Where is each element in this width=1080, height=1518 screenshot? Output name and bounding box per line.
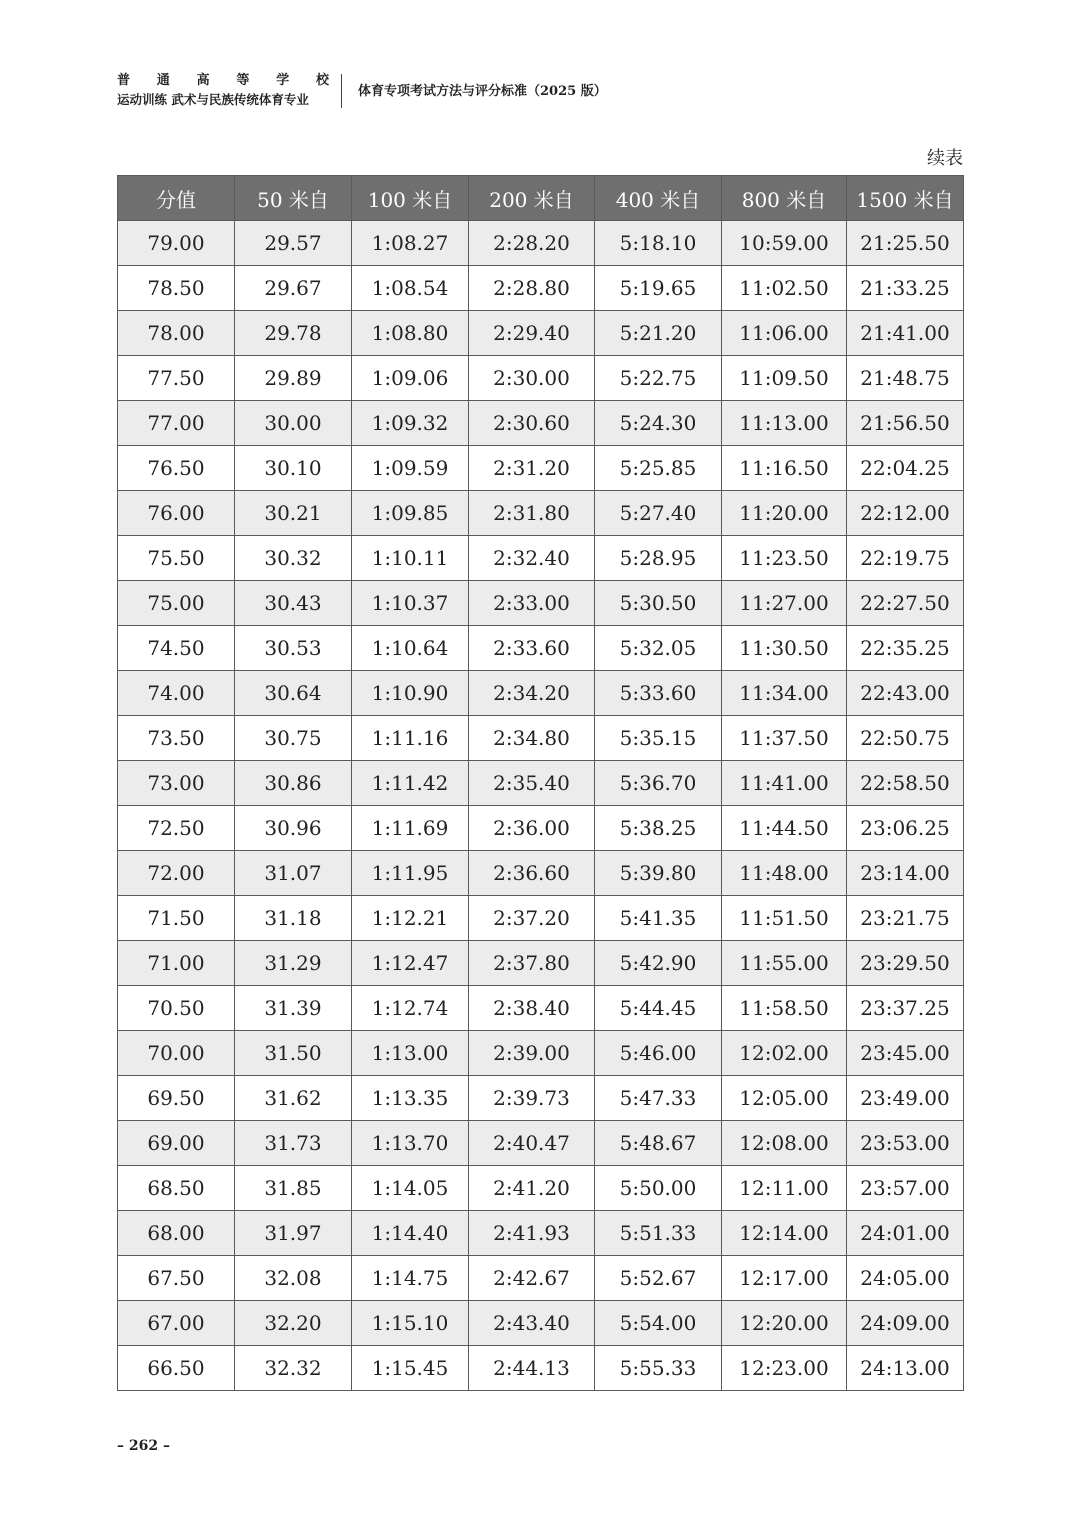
time-cell: 12:08.00 xyxy=(722,1121,847,1166)
time-cell: 2:30.00 xyxy=(469,356,595,401)
time-cell: 22:19.75 xyxy=(847,536,964,581)
time-cell: 5:28.95 xyxy=(595,536,722,581)
time-cell: 2:32.40 xyxy=(469,536,595,581)
score-cell: 70.50 xyxy=(118,986,235,1031)
time-cell: 1:14.05 xyxy=(352,1166,469,1211)
time-cell: 5:25.85 xyxy=(595,446,722,491)
time-cell: 1:10.11 xyxy=(352,536,469,581)
time-cell: 23:49.00 xyxy=(847,1076,964,1121)
table-row xyxy=(118,626,964,671)
table-header-row xyxy=(118,176,964,221)
time-cell: 2:35.40 xyxy=(469,761,595,806)
time-cell: 31.18 xyxy=(235,896,352,941)
time-cell: 21:25.50 xyxy=(847,221,964,266)
time-cell: 5:38.25 xyxy=(595,806,722,851)
time-cell: 2:37.80 xyxy=(469,941,595,986)
time-cell: 5:32.05 xyxy=(595,626,722,671)
time-cell: 5:30.50 xyxy=(595,581,722,626)
time-cell: 1:11.69 xyxy=(352,806,469,851)
time-cell: 11:13.00 xyxy=(722,401,847,446)
table-row xyxy=(118,716,964,761)
score-cell: 73.00 xyxy=(118,761,235,806)
time-cell: 1:13.00 xyxy=(352,1031,469,1076)
time-cell: 2:44.13 xyxy=(469,1346,595,1391)
time-cell: 23:57.00 xyxy=(847,1166,964,1211)
time-cell: 5:47.33 xyxy=(595,1076,722,1121)
table-row xyxy=(118,1076,964,1121)
time-cell: 2:28.80 xyxy=(469,266,595,311)
time-cell: 5:48.67 xyxy=(595,1121,722,1166)
table-row xyxy=(118,356,964,401)
time-cell: 2:33.60 xyxy=(469,626,595,671)
time-cell: 2:39.00 xyxy=(469,1031,595,1076)
time-cell: 2:33.00 xyxy=(469,581,595,626)
header-char: 通 xyxy=(156,73,170,88)
time-cell: 1:08.54 xyxy=(352,266,469,311)
score-cell: 67.00 xyxy=(118,1301,235,1346)
time-cell: 2:43.40 xyxy=(469,1301,595,1346)
time-cell: 32.20 xyxy=(235,1301,352,1346)
time-cell: 5:22.75 xyxy=(595,356,722,401)
time-cell: 11:09.50 xyxy=(722,356,847,401)
table-row xyxy=(118,1031,964,1076)
time-cell: 5:51.33 xyxy=(595,1211,722,1256)
time-cell: 31.73 xyxy=(235,1121,352,1166)
time-cell: 2:42.67 xyxy=(469,1256,595,1301)
time-cell: 1:12.47 xyxy=(352,941,469,986)
time-cell: 5:36.70 xyxy=(595,761,722,806)
time-cell: 5:39.80 xyxy=(595,851,722,896)
time-cell: 11:23.50 xyxy=(722,536,847,581)
header-char: 普 xyxy=(117,73,131,88)
time-cell: 30.75 xyxy=(235,716,352,761)
time-cell: 12:11.00 xyxy=(722,1166,847,1211)
score-cell: 68.50 xyxy=(118,1166,235,1211)
time-cell: 5:35.15 xyxy=(595,716,722,761)
time-cell: 5:21.20 xyxy=(595,311,722,356)
page-number: – 262 – xyxy=(117,1438,170,1454)
table-row xyxy=(118,491,964,536)
table-row xyxy=(118,1211,964,1256)
time-cell: 32.32 xyxy=(235,1346,352,1391)
score-cell: 74.50 xyxy=(118,626,235,671)
time-cell: 31.07 xyxy=(235,851,352,896)
time-cell: 5:55.33 xyxy=(595,1346,722,1391)
time-cell: 2:40.47 xyxy=(469,1121,595,1166)
column-header: 800 米自 xyxy=(722,176,847,221)
time-cell: 21:56.50 xyxy=(847,401,964,446)
time-cell: 1:10.90 xyxy=(352,671,469,716)
time-cell: 29.78 xyxy=(235,311,352,356)
time-cell: 24:09.00 xyxy=(847,1301,964,1346)
time-cell: 23:14.00 xyxy=(847,851,964,896)
time-cell: 1:08.80 xyxy=(352,311,469,356)
score-cell: 78.00 xyxy=(118,311,235,356)
time-cell: 11:27.00 xyxy=(722,581,847,626)
time-cell: 11:02.50 xyxy=(722,266,847,311)
time-cell: 10:59.00 xyxy=(722,221,847,266)
table-row xyxy=(118,311,964,356)
time-cell: 1:15.10 xyxy=(352,1301,469,1346)
time-cell: 2:38.40 xyxy=(469,986,595,1031)
time-cell: 22:27.50 xyxy=(847,581,964,626)
table-row xyxy=(118,1256,964,1301)
header-char: 高 xyxy=(196,73,210,88)
time-cell: 1:10.64 xyxy=(352,626,469,671)
time-cell: 5:50.00 xyxy=(595,1166,722,1211)
header-char: 等 xyxy=(236,73,250,88)
score-cell: 77.50 xyxy=(118,356,235,401)
score-cell: 67.50 xyxy=(118,1256,235,1301)
score-cell: 79.00 xyxy=(118,221,235,266)
time-cell: 30.96 xyxy=(235,806,352,851)
time-cell: 23:53.00 xyxy=(847,1121,964,1166)
time-cell: 5:41.35 xyxy=(595,896,722,941)
table-row xyxy=(118,1121,964,1166)
time-cell: 1:15.45 xyxy=(352,1346,469,1391)
time-cell: 5:19.65 xyxy=(595,266,722,311)
time-cell: 11:06.00 xyxy=(722,311,847,356)
time-cell: 2:28.20 xyxy=(469,221,595,266)
time-cell: 23:29.50 xyxy=(847,941,964,986)
score-cell: 72.50 xyxy=(118,806,235,851)
time-cell: 2:31.80 xyxy=(469,491,595,536)
time-cell: 2:31.20 xyxy=(469,446,595,491)
score-cell: 76.00 xyxy=(118,491,235,536)
time-cell: 30.32 xyxy=(235,536,352,581)
time-cell: 31.97 xyxy=(235,1211,352,1256)
time-cell: 31.50 xyxy=(235,1031,352,1076)
time-cell: 11:58.50 xyxy=(722,986,847,1031)
header-major-line: 运动训练 武术与民族传统体育专业 xyxy=(117,92,309,107)
time-cell: 12:02.00 xyxy=(722,1031,847,1076)
time-cell: 24:13.00 xyxy=(847,1346,964,1391)
time-cell: 2:34.80 xyxy=(469,716,595,761)
time-cell: 1:12.21 xyxy=(352,896,469,941)
time-cell: 5:18.10 xyxy=(595,221,722,266)
table-row xyxy=(118,581,964,626)
table-row xyxy=(118,851,964,896)
time-cell: 2:29.40 xyxy=(469,311,595,356)
table-row xyxy=(118,1301,964,1346)
time-cell: 5:54.00 xyxy=(595,1301,722,1346)
time-cell: 1:14.75 xyxy=(352,1256,469,1301)
time-cell: 2:39.73 xyxy=(469,1076,595,1121)
time-cell: 30.53 xyxy=(235,626,352,671)
time-cell: 22:12.00 xyxy=(847,491,964,536)
column-header: 50 米自 xyxy=(235,176,352,221)
time-cell: 1:09.32 xyxy=(352,401,469,446)
table-row xyxy=(118,671,964,716)
score-cell: 73.50 xyxy=(118,716,235,761)
time-cell: 24:05.00 xyxy=(847,1256,964,1301)
table-body xyxy=(118,221,964,1391)
time-cell: 21:33.25 xyxy=(847,266,964,311)
time-cell: 32.08 xyxy=(235,1256,352,1301)
time-cell: 23:21.75 xyxy=(847,896,964,941)
time-cell: 1:11.95 xyxy=(352,851,469,896)
time-cell: 1:09.06 xyxy=(352,356,469,401)
time-cell: 1:11.42 xyxy=(352,761,469,806)
score-cell: 71.00 xyxy=(118,941,235,986)
table-row xyxy=(118,1346,964,1391)
time-cell: 23:45.00 xyxy=(847,1031,964,1076)
table-row xyxy=(118,401,964,446)
table-row xyxy=(118,1166,964,1211)
time-cell: 30.00 xyxy=(235,401,352,446)
column-header: 1500 米自 xyxy=(847,176,964,221)
table-row xyxy=(118,536,964,581)
score-cell: 76.50 xyxy=(118,446,235,491)
column-header: 100 米自 xyxy=(352,176,469,221)
time-cell: 12:17.00 xyxy=(722,1256,847,1301)
time-cell: 11:30.50 xyxy=(722,626,847,671)
time-cell: 2:37.20 xyxy=(469,896,595,941)
header-char: 学 xyxy=(276,73,290,88)
running-header-left xyxy=(117,72,329,110)
table-row xyxy=(118,986,964,1031)
time-cell: 29.89 xyxy=(235,356,352,401)
time-cell: 5:52.67 xyxy=(595,1256,722,1301)
time-cell: 1:09.85 xyxy=(352,491,469,536)
score-cell: 77.00 xyxy=(118,401,235,446)
time-cell: 2:34.20 xyxy=(469,671,595,716)
time-cell: 5:44.45 xyxy=(595,986,722,1031)
time-cell: 5:24.30 xyxy=(595,401,722,446)
time-cell: 30.10 xyxy=(235,446,352,491)
score-cell: 75.50 xyxy=(118,536,235,581)
time-cell: 11:44.50 xyxy=(722,806,847,851)
table-row xyxy=(118,761,964,806)
time-cell: 23:06.25 xyxy=(847,806,964,851)
time-cell: 11:55.00 xyxy=(722,941,847,986)
time-cell: 22:04.25 xyxy=(847,446,964,491)
time-cell: 11:34.00 xyxy=(722,671,847,716)
time-cell: 12:20.00 xyxy=(722,1301,847,1346)
time-cell: 31.62 xyxy=(235,1076,352,1121)
time-cell: 11:16.50 xyxy=(722,446,847,491)
score-table xyxy=(117,175,964,1391)
time-cell: 11:20.00 xyxy=(722,491,847,536)
column-header: 200 米自 xyxy=(469,176,595,221)
time-cell: 1:10.37 xyxy=(352,581,469,626)
time-cell: 5:46.00 xyxy=(595,1031,722,1076)
time-cell: 30.64 xyxy=(235,671,352,716)
time-cell: 1:13.35 xyxy=(352,1076,469,1121)
time-cell: 22:43.00 xyxy=(847,671,964,716)
time-cell: 12:14.00 xyxy=(722,1211,847,1256)
score-cell: 69.50 xyxy=(118,1076,235,1121)
time-cell: 30.86 xyxy=(235,761,352,806)
continued-label: 续表 xyxy=(927,148,963,169)
time-cell: 21:48.75 xyxy=(847,356,964,401)
time-cell: 31.39 xyxy=(235,986,352,1031)
time-cell: 5:42.90 xyxy=(595,941,722,986)
time-cell: 2:36.60 xyxy=(469,851,595,896)
time-cell: 31.29 xyxy=(235,941,352,986)
time-cell: 30.21 xyxy=(235,491,352,536)
time-cell: 24:01.00 xyxy=(847,1211,964,1256)
time-cell: 29.57 xyxy=(235,221,352,266)
header-divider xyxy=(341,74,342,108)
time-cell: 22:35.25 xyxy=(847,626,964,671)
time-cell: 11:51.50 xyxy=(722,896,847,941)
time-cell: 2:41.20 xyxy=(469,1166,595,1211)
time-cell: 1:13.70 xyxy=(352,1121,469,1166)
time-cell: 1:14.40 xyxy=(352,1211,469,1256)
time-cell: 22:50.75 xyxy=(847,716,964,761)
header-char: 校 xyxy=(315,73,329,88)
table-row xyxy=(118,446,964,491)
score-cell: 69.00 xyxy=(118,1121,235,1166)
time-cell: 21:41.00 xyxy=(847,311,964,356)
time-cell: 2:30.60 xyxy=(469,401,595,446)
time-cell: 1:12.74 xyxy=(352,986,469,1031)
score-cell: 70.00 xyxy=(118,1031,235,1076)
header-school-line xyxy=(117,72,329,90)
time-cell: 31.85 xyxy=(235,1166,352,1211)
time-cell: 11:41.00 xyxy=(722,761,847,806)
time-cell: 5:27.40 xyxy=(595,491,722,536)
table-row xyxy=(118,221,964,266)
time-cell: 1:09.59 xyxy=(352,446,469,491)
score-cell: 78.50 xyxy=(118,266,235,311)
time-cell: 2:36.00 xyxy=(469,806,595,851)
time-cell: 1:11.16 xyxy=(352,716,469,761)
time-cell: 5:33.60 xyxy=(595,671,722,716)
time-cell: 11:48.00 xyxy=(722,851,847,896)
column-header: 400 米自 xyxy=(595,176,722,221)
score-cell: 68.00 xyxy=(118,1211,235,1256)
time-cell: 2:41.93 xyxy=(469,1211,595,1256)
score-cell: 71.50 xyxy=(118,896,235,941)
time-cell: 12:05.00 xyxy=(722,1076,847,1121)
time-cell: 30.43 xyxy=(235,581,352,626)
table-row xyxy=(118,266,964,311)
time-cell: 29.67 xyxy=(235,266,352,311)
time-cell: 11:37.50 xyxy=(722,716,847,761)
table-row xyxy=(118,941,964,986)
score-cell: 75.00 xyxy=(118,581,235,626)
table-row xyxy=(118,896,964,941)
score-cell: 72.00 xyxy=(118,851,235,896)
time-cell: 12:23.00 xyxy=(722,1346,847,1391)
running-header-title: 体育专项考试方法与评分标准（2025 版） xyxy=(358,84,607,99)
score-cell: 66.50 xyxy=(118,1346,235,1391)
score-cell: 74.00 xyxy=(118,671,235,716)
time-cell: 23:37.25 xyxy=(847,986,964,1031)
column-header: 分值 xyxy=(118,176,235,221)
time-cell: 1:08.27 xyxy=(352,221,469,266)
table-row xyxy=(118,806,964,851)
time-cell: 22:58.50 xyxy=(847,761,964,806)
